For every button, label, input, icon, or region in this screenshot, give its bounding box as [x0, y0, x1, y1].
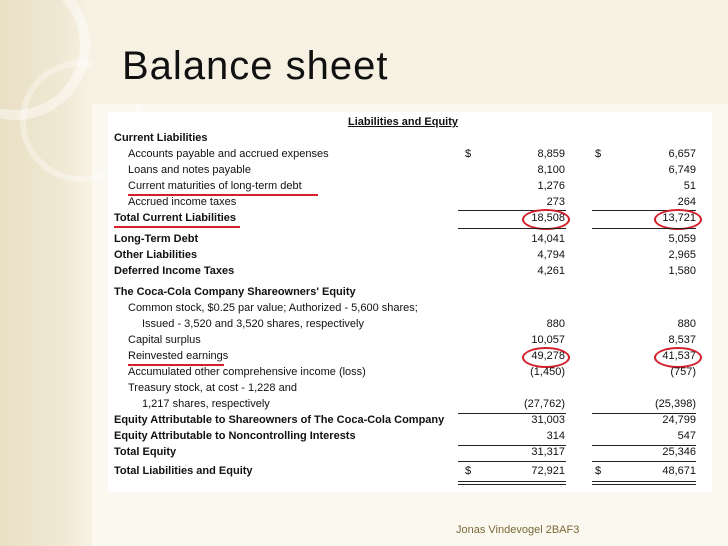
sum-line: [458, 461, 566, 462]
value-2010: 8,100: [537, 164, 565, 176]
currency-symbol: $: [595, 465, 602, 477]
value-2009: 5,059: [668, 233, 696, 245]
value-2010: 14,041: [531, 233, 565, 245]
value-2010: 31,317: [531, 446, 565, 458]
table-row: [108, 249, 712, 264]
double-underline: [592, 481, 696, 482]
table-row: [108, 212, 712, 227]
value-2009: 1,580: [668, 265, 696, 277]
row-label: Deferred Income Taxes: [114, 265, 235, 277]
value-2010: 10,057: [531, 334, 565, 346]
row-label: Total Equity: [114, 446, 177, 458]
table-row: [108, 265, 712, 280]
balance-sheet-image: [108, 112, 712, 492]
value-2009: 48,671: [662, 465, 696, 477]
value-2010: 4,794: [537, 249, 565, 261]
sum-line: [592, 228, 696, 229]
currency-symbol: $: [465, 465, 472, 477]
row-label: Long-Term Debt: [114, 233, 199, 245]
row-label: Treasury stock, at cost - 1,228 and: [128, 382, 297, 394]
table-row: [108, 350, 712, 365]
table-row: [108, 465, 712, 480]
table-row: [108, 148, 712, 163]
row-label: Equity Attributable to Noncontrolling Interests: [114, 430, 356, 442]
sheet-header: Liabilities and Equity: [348, 116, 459, 128]
footer-author: Jonas Vindevogel 2BAF3: [456, 524, 580, 536]
row-label: Current Liabilities: [114, 132, 208, 144]
value-2010: 4,261: [537, 265, 565, 277]
value-2010: 314: [546, 430, 565, 442]
table-row: [108, 132, 712, 147]
row-label: Total Current Liabilities: [114, 212, 237, 224]
table-row: [108, 302, 712, 317]
slide-title: Balance sheet: [122, 44, 389, 88]
row-label: Issued - 3,520 and 3,520 shares, respectively: [142, 318, 364, 330]
value-2010: (27,762): [524, 398, 565, 410]
red-circle-annotation: [654, 209, 702, 230]
currency-symbol: $: [465, 148, 472, 160]
value-2009: (757): [670, 366, 696, 378]
row-label: The Coca-Cola Company Shareowners' Equity: [114, 286, 356, 298]
decorative-side-band: [0, 0, 92, 546]
value-2009: 13,721: [662, 212, 696, 224]
sum-line: [592, 461, 696, 462]
row-label: Capital surplus: [128, 334, 201, 346]
red-circle-annotation: [522, 209, 570, 230]
value-2009: 6,749: [668, 164, 696, 176]
sum-line: [458, 228, 566, 229]
value-2009: 6,657: [668, 148, 696, 160]
table-row: [108, 233, 712, 248]
value-2010: (1,450): [530, 366, 565, 378]
red-underline-annotation: [114, 226, 240, 228]
table-row: [108, 414, 712, 429]
red-circle-annotation: [654, 347, 702, 368]
table-row: [108, 366, 712, 381]
table-row: [108, 382, 712, 397]
table-row: [108, 180, 712, 195]
value-2010: 72,921: [531, 465, 565, 477]
row-label: Current maturities of long-term debt: [128, 180, 302, 192]
row-label: Total Liabilities and Equity: [114, 465, 253, 477]
value-2009: 25,346: [662, 446, 696, 458]
value-2010: 1,276: [537, 180, 565, 192]
double-underline: [458, 484, 566, 485]
table-row: [108, 286, 712, 301]
row-label: Accumulated other comprehensive income (loss): [128, 366, 366, 378]
value-2009: 51: [683, 180, 696, 192]
row-label: Equity Attributable to Shareowners of The Coca-Cola Company: [114, 414, 445, 426]
value-2010: 18,508: [531, 212, 565, 224]
table-row: [108, 430, 712, 445]
value-2009: (25,398): [655, 398, 696, 410]
table-row: [108, 196, 712, 211]
row-label: Accounts payable and accrued expenses: [128, 148, 329, 160]
row-label: Reinvested earnings: [128, 350, 229, 362]
value-2009: 264: [677, 196, 696, 208]
red-circle-annotation: [522, 347, 570, 368]
row-label: Loans and notes payable: [128, 164, 251, 176]
row-label: Common stock, $0.25 par value; Authorized - 5,600 shares;: [128, 302, 418, 314]
table-row: [108, 318, 712, 333]
value-2009: 547: [677, 430, 696, 442]
value-2009: 24,799: [662, 414, 696, 426]
value-2009: 8,537: [668, 334, 696, 346]
value-2010: 880: [546, 318, 565, 330]
value-2010: 273: [546, 196, 565, 208]
table-row: [108, 398, 712, 413]
double-underline: [458, 481, 566, 482]
value-2010: 8,859: [537, 148, 565, 160]
value-2009: 2,965: [668, 249, 696, 261]
table-row: [108, 446, 712, 461]
value-2009: 41,537: [662, 350, 696, 362]
row-label: Accrued income taxes: [128, 196, 237, 208]
row-label: 1,217 shares, respectively: [142, 398, 270, 410]
table-row: [108, 164, 712, 179]
value-2009: 880: [677, 318, 696, 330]
value-2010: 49,278: [531, 350, 565, 362]
currency-symbol: $: [595, 148, 602, 160]
table-row: [108, 334, 712, 349]
value-2010: 31,003: [531, 414, 565, 426]
double-underline: [592, 484, 696, 485]
row-label: Other Liabilities: [114, 249, 198, 261]
